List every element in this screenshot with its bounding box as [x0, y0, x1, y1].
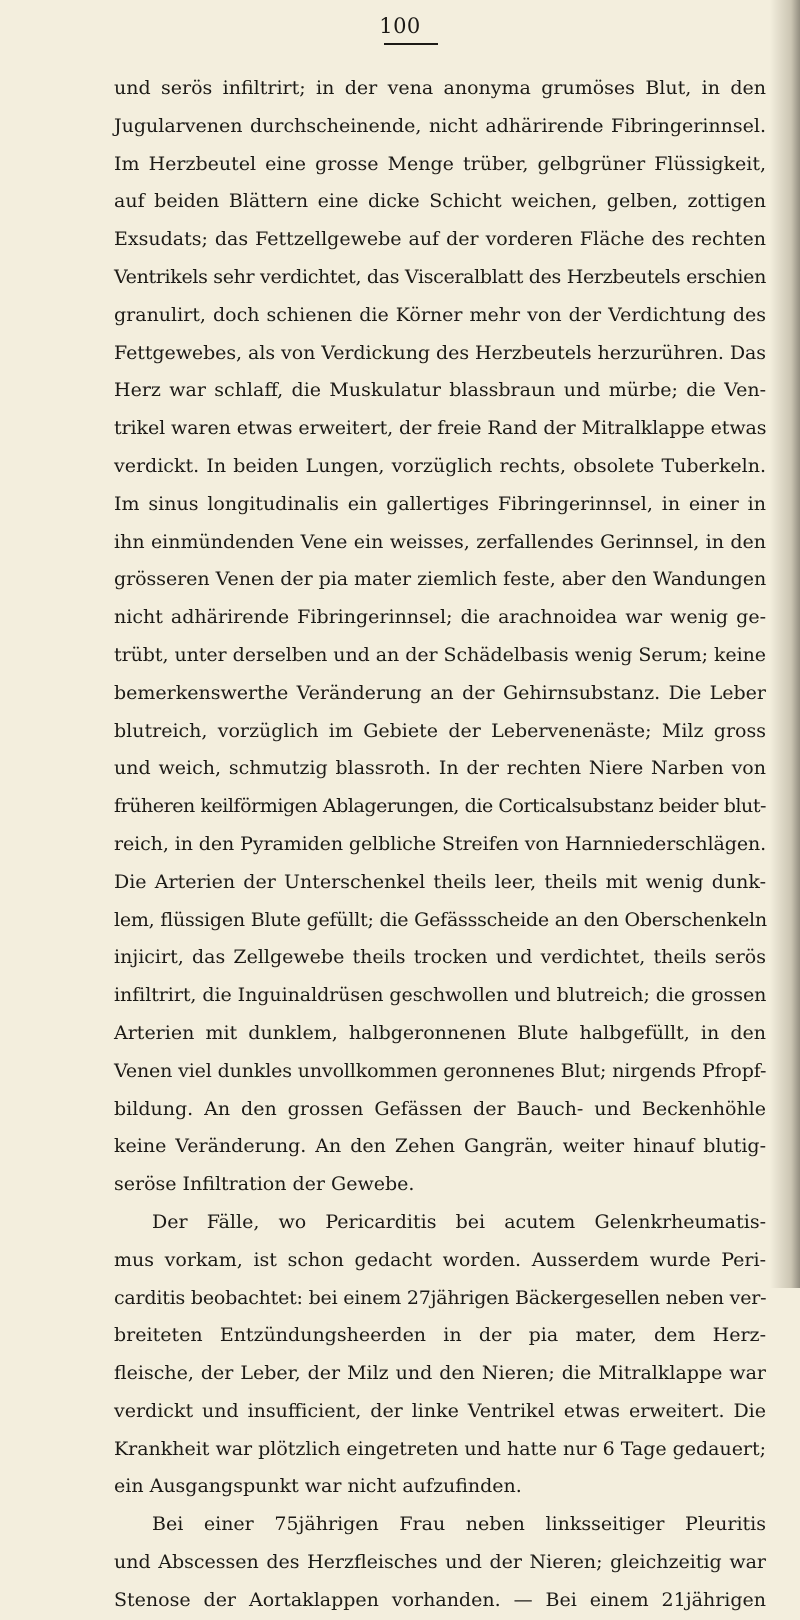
text-line: ihn einmündenden Vene ein weisses, zerfallendes Gerinnsel, in den: [114, 530, 766, 553]
text-line: ein Ausgangspunkt war nicht aufzufinden.: [114, 1475, 522, 1498]
text-line: blutreich, vorzüglich im Gebiete der Lebervenenäste; Milz gross: [114, 719, 766, 742]
text-line: seröse Infiltration der Gewebe.: [114, 1173, 415, 1196]
text-line: breiteten Entzündungsheerden in der pia mater, dem Herz-: [114, 1324, 766, 1347]
text-line: mus vorkam, ist schon gedacht worden. Ausserdem wurde Peri-: [114, 1248, 766, 1271]
text-line: Bei einer 75jährigen Frau neben linksseitiger Pleuritis: [152, 1513, 766, 1536]
text-line: grösseren Venen der pia mater ziemlich feste, aber den Wandungen: [114, 568, 767, 591]
page-edge-shadow: [770, 0, 800, 1288]
text-line: Arterien mit dunklem, halbgeronnenen Blute halbgefüllt, in den: [114, 1021, 766, 1044]
body-text: [114, 70, 766, 1620]
text-line: und weich, schmutzig blassroth. In der rechten Niere Narben von: [114, 757, 766, 780]
text-line: Der Fälle, wo Pericarditis bei acutem Gelenkrheumatis-: [152, 1210, 766, 1233]
text-line: reich, in den Pyramiden gelbliche Streifen von Harnniederschlägen.: [114, 832, 767, 855]
text-line: bemerkenswerthe Veränderung an der Gehirnsubstanz. Die Leber: [114, 681, 766, 704]
text-line: Herz war schlaff, die Muskulatur blassbraun und mürbe; die Ven-: [114, 379, 766, 402]
text-line: fleische, der Leber, der Milz und den Nieren; die Mitralklappe war: [114, 1362, 766, 1385]
text-line: Exsudats; das Fettzellgewebe auf der vorderen Fläche des rechten: [114, 228, 766, 251]
text-line: Stenose der Aortaklappen vorhanden. — Bei einem 21jährigen: [114, 1588, 766, 1611]
text-line: lem, flüssigen Blute gefüllt; die Gefässscheide an den Oberschenkeln: [114, 908, 767, 931]
text-line: früheren keilförmigen Ablagerungen, die Corticalsubstanz beider blut-: [114, 795, 766, 818]
text-line: nicht adhärirende Fibringerinnsel; die arachnoidea war wenig ge-: [114, 606, 766, 629]
text-line: injicirt, das Zellgewebe theils trocken und verdichtet, theils serös: [114, 946, 766, 969]
text-line: keine Veränderung. An den Zehen Gangrän, weiter hinauf blutig-: [114, 1135, 766, 1158]
text-line: Jugularvenen durchscheinende, nicht adhärirende Fibringerinnsel.: [114, 114, 766, 137]
text-line: granulirt, doch schienen die Körner mehr von der Verdichtung des: [114, 303, 766, 326]
text-line: und Abscessen des Herzfleisches und der Nieren; gleichzeitig war: [114, 1551, 766, 1574]
text-line: Venen viel dunkles unvollkommen geronnenes Blut; nirgends Pfropf-: [114, 1059, 767, 1082]
text-line: carditis beobachtet: bei einem 27jährigen Bäckergesellen neben ver-: [114, 1286, 767, 1309]
text-line: Ventrikels sehr verdichtet, das Visceralblatt des Herzbeutels erschien: [114, 265, 766, 288]
text-line: trikel waren etwas erweitert, der freie Rand der Mitralklappe etwas: [114, 417, 767, 440]
text-line: Fettgewebes, als von Verdickung des Herzbeutels herzurühren. Das: [114, 341, 766, 364]
text-line: Im sinus longitudinalis ein gallertiges Fibringerinnsel, in einer in: [114, 492, 766, 515]
text-line: trübt, unter derselben und an der Schädelbasis wenig Serum; keine: [114, 643, 766, 666]
page-number-underline: [384, 43, 438, 45]
text-line: bildung. An den grossen Gefässen der Bauch- und Beckenhöhle: [114, 1097, 766, 1120]
text-line: verdickt. In beiden Lungen, vorzüglich rechts, obsolete Tuberkeln.: [114, 454, 766, 477]
text-line: verdickt und insufficient, der linke Ventrikel etwas erweitert. Die: [114, 1399, 766, 1422]
text-line: infiltrirt, die Inguinaldrüsen geschwollen und blutreich; die grossen: [114, 984, 767, 1007]
page-number: 100: [379, 14, 421, 38]
text-line: Die Arterien der Unterschenkel theils leer, theils mit wenig dunk-: [114, 870, 766, 893]
text-line: Krankheit war plötzlich eingetreten und hatte nur 6 Tage gedauert;: [114, 1437, 766, 1460]
text-line: Im Herzbeutel eine grosse Menge trüber, gelbgrüner Flüssigkeit,: [114, 152, 766, 175]
text-line: und serös infiltrirt; in der vena anonyma grumöses Blut, in den: [114, 77, 766, 99]
text-line: auf beiden Blättern eine dicke Schicht weichen, gelben, zottigen: [114, 190, 766, 213]
